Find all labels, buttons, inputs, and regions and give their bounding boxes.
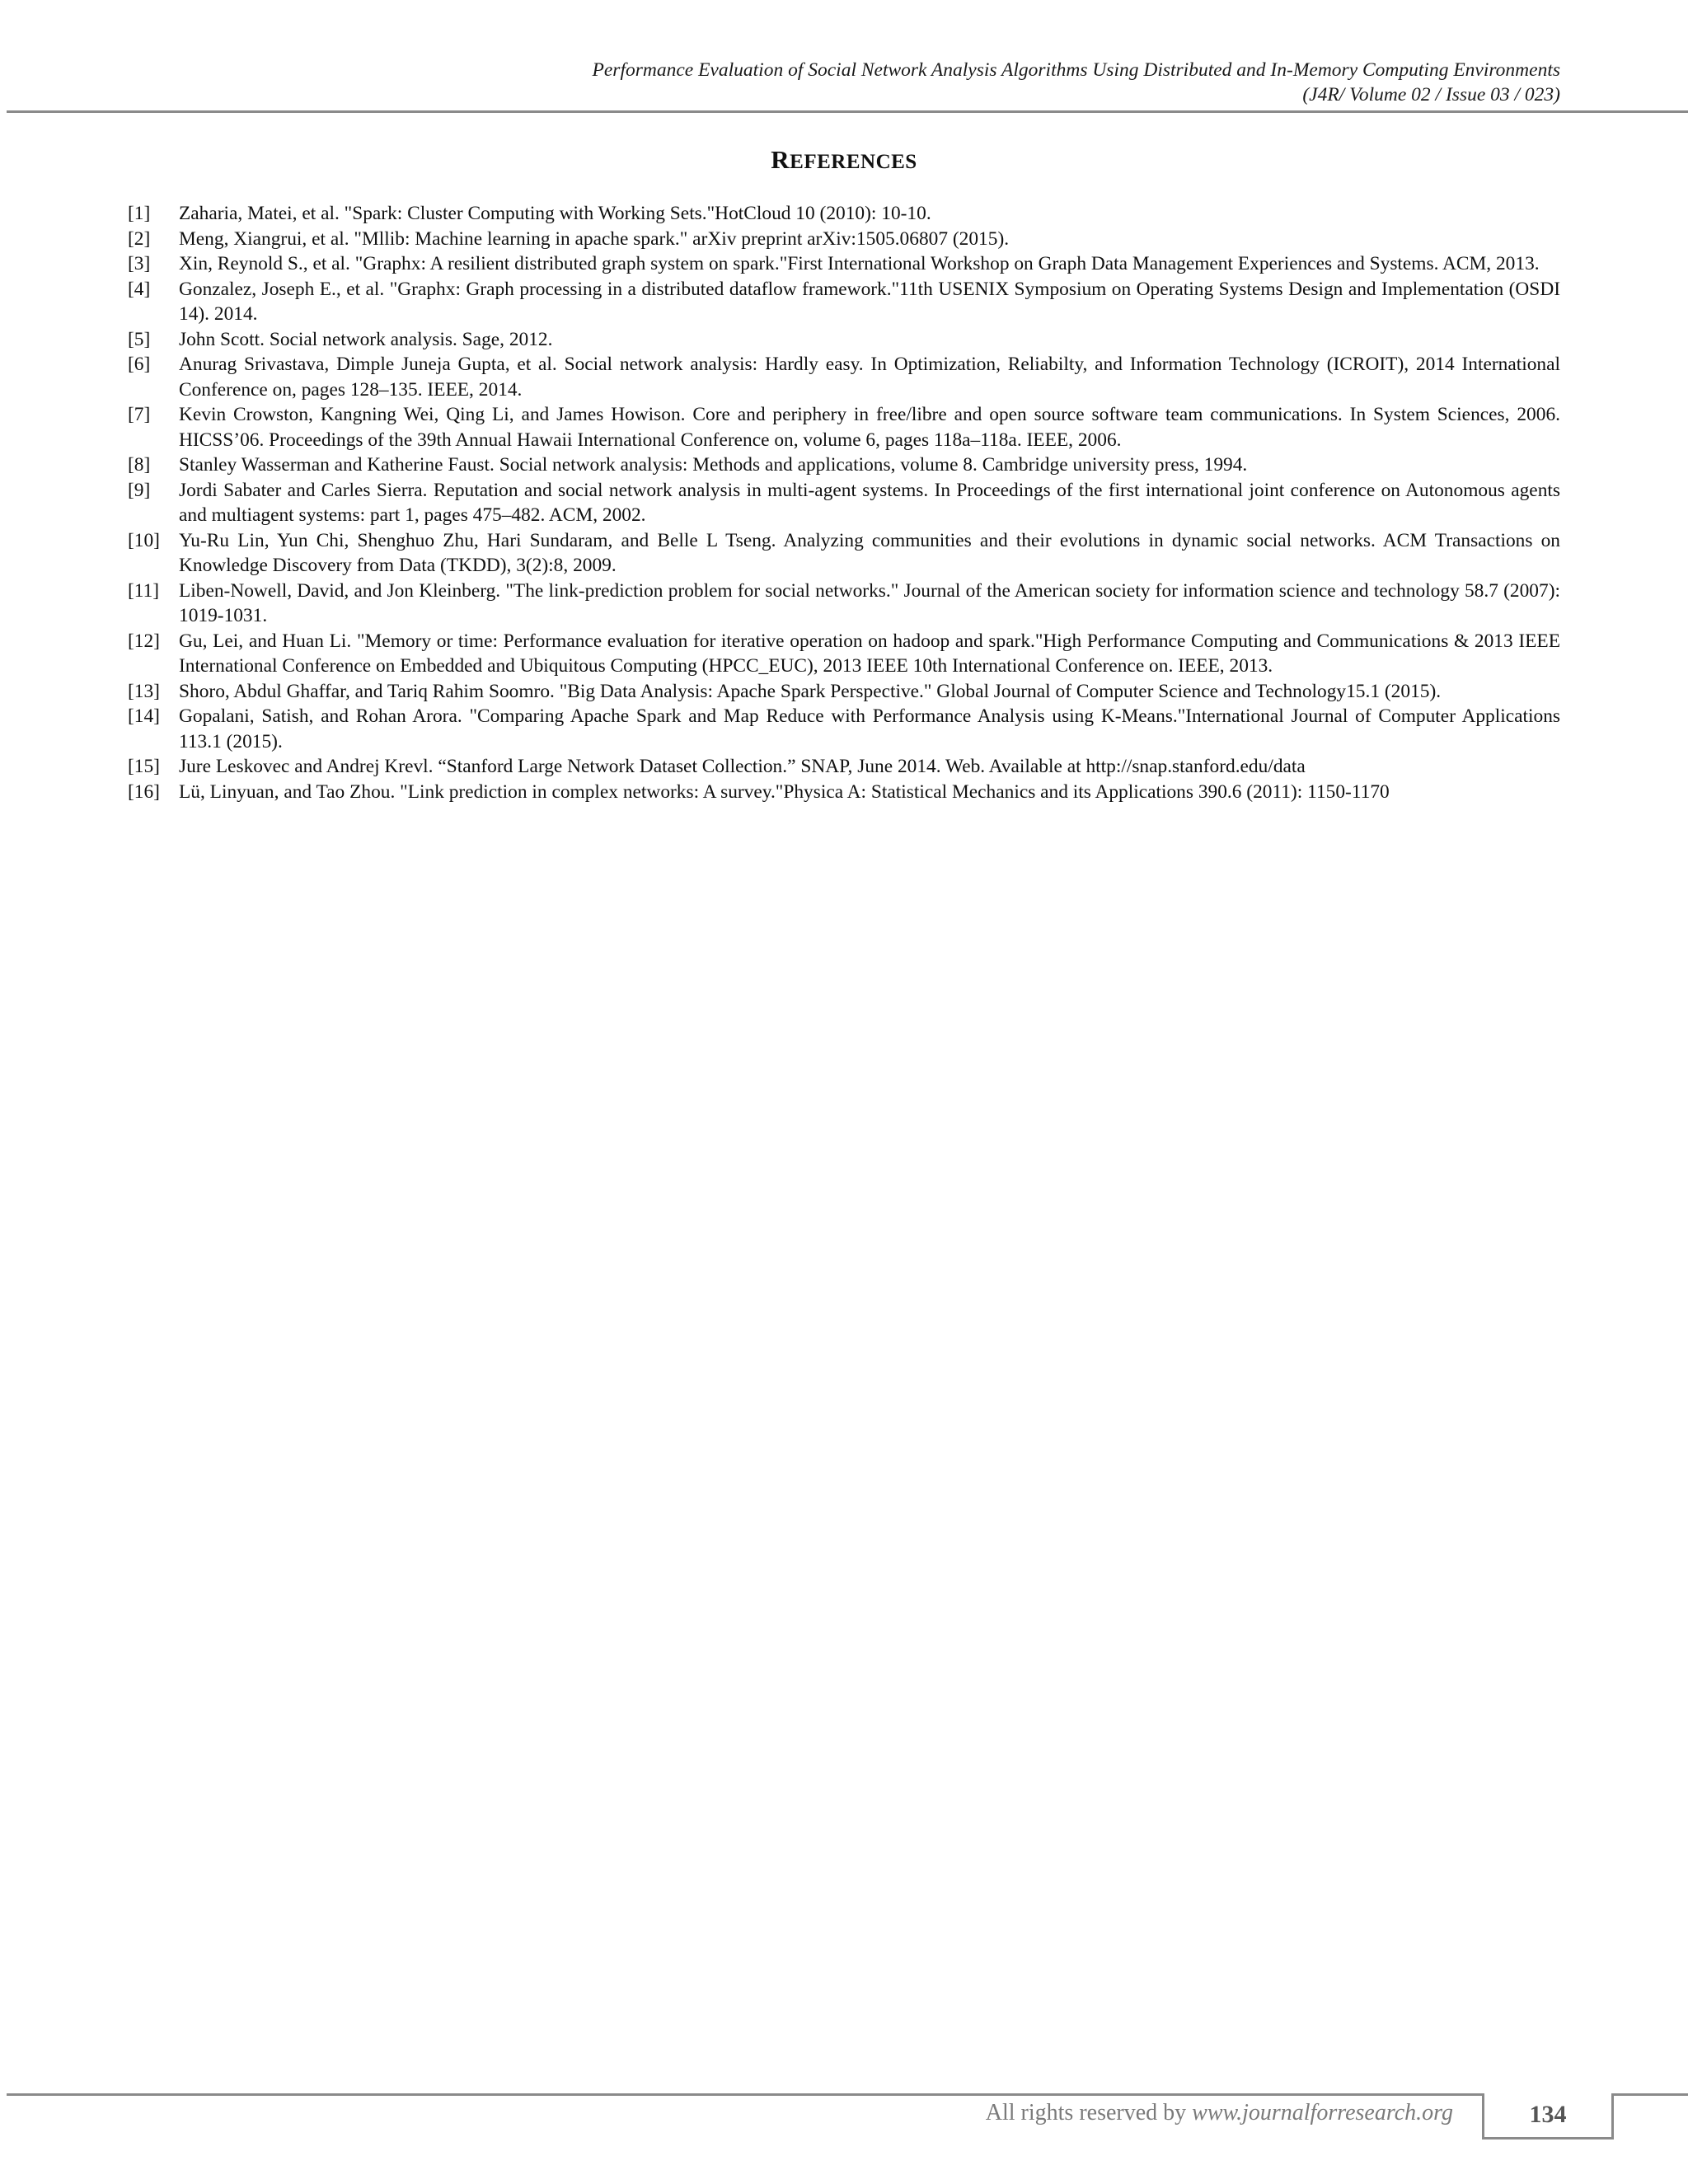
reference-item bbox=[128, 528, 1560, 579]
references-heading-rest: EFERENCES bbox=[790, 151, 917, 173]
header-paper-title: Performance Evaluation of Social Network Analysis Algorithms Using Distributed and In-Memory Computing Environments bbox=[592, 59, 1560, 81]
reference-text: Yu-Ru Lin, Yun Chi, Shenghuo Zhu, Hari Sundaram, and Belle L Tseng. Analyzing communities and their evolutions in dynamic social networks. ACM Transactions on Knowledge Discovery from Data (TKDD), 3(2):8, 2009. bbox=[179, 529, 1560, 576]
reference-number: [14] bbox=[128, 705, 160, 727]
reference-item bbox=[128, 452, 1560, 478]
header-issue-info: (J4R/ Volume 02 / Issue 03 / 023) bbox=[1302, 84, 1560, 105]
footer-rule-tail bbox=[1614, 2093, 1688, 2096]
reference-item bbox=[128, 352, 1560, 402]
reference-number: [13] bbox=[128, 680, 160, 702]
reference-text: Jordi Sabater and Carles Sierra. Reputation and social network analysis in multi-agent systems. In Proceedings of the first international joint conference on Autonomous agents and multiagent systems: part 1, pages 475–482. ACM, 2002. bbox=[179, 479, 1560, 526]
reference-item bbox=[128, 402, 1560, 452]
footer-rights bbox=[986, 2100, 1453, 2126]
reference-number: [3] bbox=[128, 253, 151, 274]
reference-number: [15] bbox=[128, 756, 160, 777]
reference-number: [4] bbox=[128, 278, 151, 300]
references-heading-initial: R bbox=[771, 145, 790, 174]
reference-text: Lü, Linyuan, and Tao Zhou. "Link prediction in complex networks: A survey."Physica A: Statistical Mechanics and its Applications 390.6 (2011): 1150-1170 bbox=[179, 780, 1390, 803]
references-heading bbox=[0, 145, 1688, 175]
reference-text: Zaharia, Matei, et al. "Spark: Cluster Computing with Working Sets."HotCloud 10 (2010): 10-10. bbox=[179, 203, 931, 224]
reference-number: [12] bbox=[128, 630, 160, 652]
reference-item bbox=[128, 277, 1560, 327]
reference-number: [11] bbox=[128, 579, 160, 602]
reference-text: Kevin Crowston, Kangning Wei, Qing Li, and James Howison. Core and periphery in free/libre and open source software team communications. In System Sciences, 2006. HICSS’06. Proceedings of the 39th Annual Hawaii International Conference on, volume 6, pages 118a–118a. IEEE, 2006. bbox=[179, 404, 1560, 451]
reference-text: Stanley Wasserman and Katherine Faust. Social network analysis: Methods and applications, volume 8. Cambridge university press, 1994. bbox=[179, 454, 1248, 476]
reference-item bbox=[128, 780, 1560, 805]
reference-list bbox=[128, 201, 1560, 804]
page-number: 134 bbox=[1529, 2101, 1567, 2128]
reference-text: Gopalani, Satish, and Rohan Arora. "Comparing Apache Spark and Map Reduce with Performance Analysis using K-Means."International Journal of Computer Applications 113.1 (2015). bbox=[179, 705, 1560, 752]
reference-number: [8] bbox=[128, 454, 151, 476]
reference-text: Gonzalez, Joseph E., et al. "Graphx: Graph processing in a distributed dataflow framework."11th USENIX Symposium on Operating Systems Design and Implementation (OSDI 14). 2014. bbox=[179, 278, 1560, 325]
reference-item bbox=[128, 201, 1560, 227]
reference-text: Jure Leskovec and Andrej Krevl. “Stanford Large Network Dataset Collection.” SNAP, June 2014. Web. Available at http://snap.stanford.edu/data bbox=[179, 756, 1306, 777]
footer-rule bbox=[7, 2093, 1482, 2096]
reference-number: [6] bbox=[128, 354, 151, 375]
reference-number: [16] bbox=[128, 780, 160, 803]
footer-journal-url: www.journalforresearch.org bbox=[1192, 2100, 1453, 2125]
running-header bbox=[0, 58, 1560, 107]
reference-item bbox=[128, 227, 1560, 252]
reference-item bbox=[128, 629, 1560, 679]
reference-item bbox=[128, 704, 1560, 754]
reference-text: Shoro, Abdul Ghaffar, and Tariq Rahim Soomro. "Big Data Analysis: Apache Spark Perspective." Global Journal of Computer Science and Technology15.1 (2015). bbox=[179, 680, 1442, 702]
reference-text: Anurag Srivastava, Dimple Juneja Gupta, et al. Social network analysis: Hardly easy. In Optimization, Reliabilty, and Information Technology (ICROIT), 2014 International Conference on, pages 128–135. IEEE, 2014. bbox=[179, 354, 1560, 401]
reference-number: [9] bbox=[128, 479, 151, 501]
reference-item bbox=[128, 251, 1560, 277]
reference-text: Gu, Lei, and Huan Li. "Memory or time: Performance evaluation for iterative operation on hadoop and spark."High Performance Computing and Communications & 2013 IEEE International Conference on Embedded and Ubiquitous Computing (HPCC_EUC), 2013 IEEE 10th International Conference on. IEEE, 2013. bbox=[179, 630, 1560, 677]
reference-text: John Scott. Social network analysis. Sage, 2012. bbox=[179, 328, 553, 350]
reference-text: Liben-Nowell, David, and Jon Kleinberg. "The link-prediction problem for social networks." Journal of the American society for information science and technology 58.7 (2007): 1019-1031. bbox=[179, 579, 1560, 626]
reference-item bbox=[128, 679, 1560, 705]
header-rule bbox=[7, 110, 1688, 113]
reference-text: Meng, Xiangrui, et al. "Mllib: Machine learning in apache spark." arXiv preprint arXiv:1505.06807 (2015). bbox=[179, 227, 1010, 250]
reference-number: [10] bbox=[128, 529, 160, 551]
reference-item bbox=[128, 478, 1560, 528]
page-number-box bbox=[1482, 2093, 1614, 2139]
reference-item bbox=[128, 754, 1560, 780]
reference-number: [7] bbox=[128, 404, 151, 425]
reference-number: [5] bbox=[128, 328, 151, 350]
reference-item bbox=[128, 327, 1560, 353]
reference-number: [1] bbox=[128, 203, 151, 224]
reference-number: [2] bbox=[128, 227, 151, 250]
reference-text: Xin, Reynold S., et al. "Graphx: A resilient distributed graph system on spark."First International Workshop on Graph Data Management Experiences and Systems. ACM, 2013. bbox=[179, 253, 1540, 274]
footer-rights-text: All rights reserved by bbox=[985, 2100, 1193, 2125]
reference-item bbox=[128, 579, 1560, 629]
